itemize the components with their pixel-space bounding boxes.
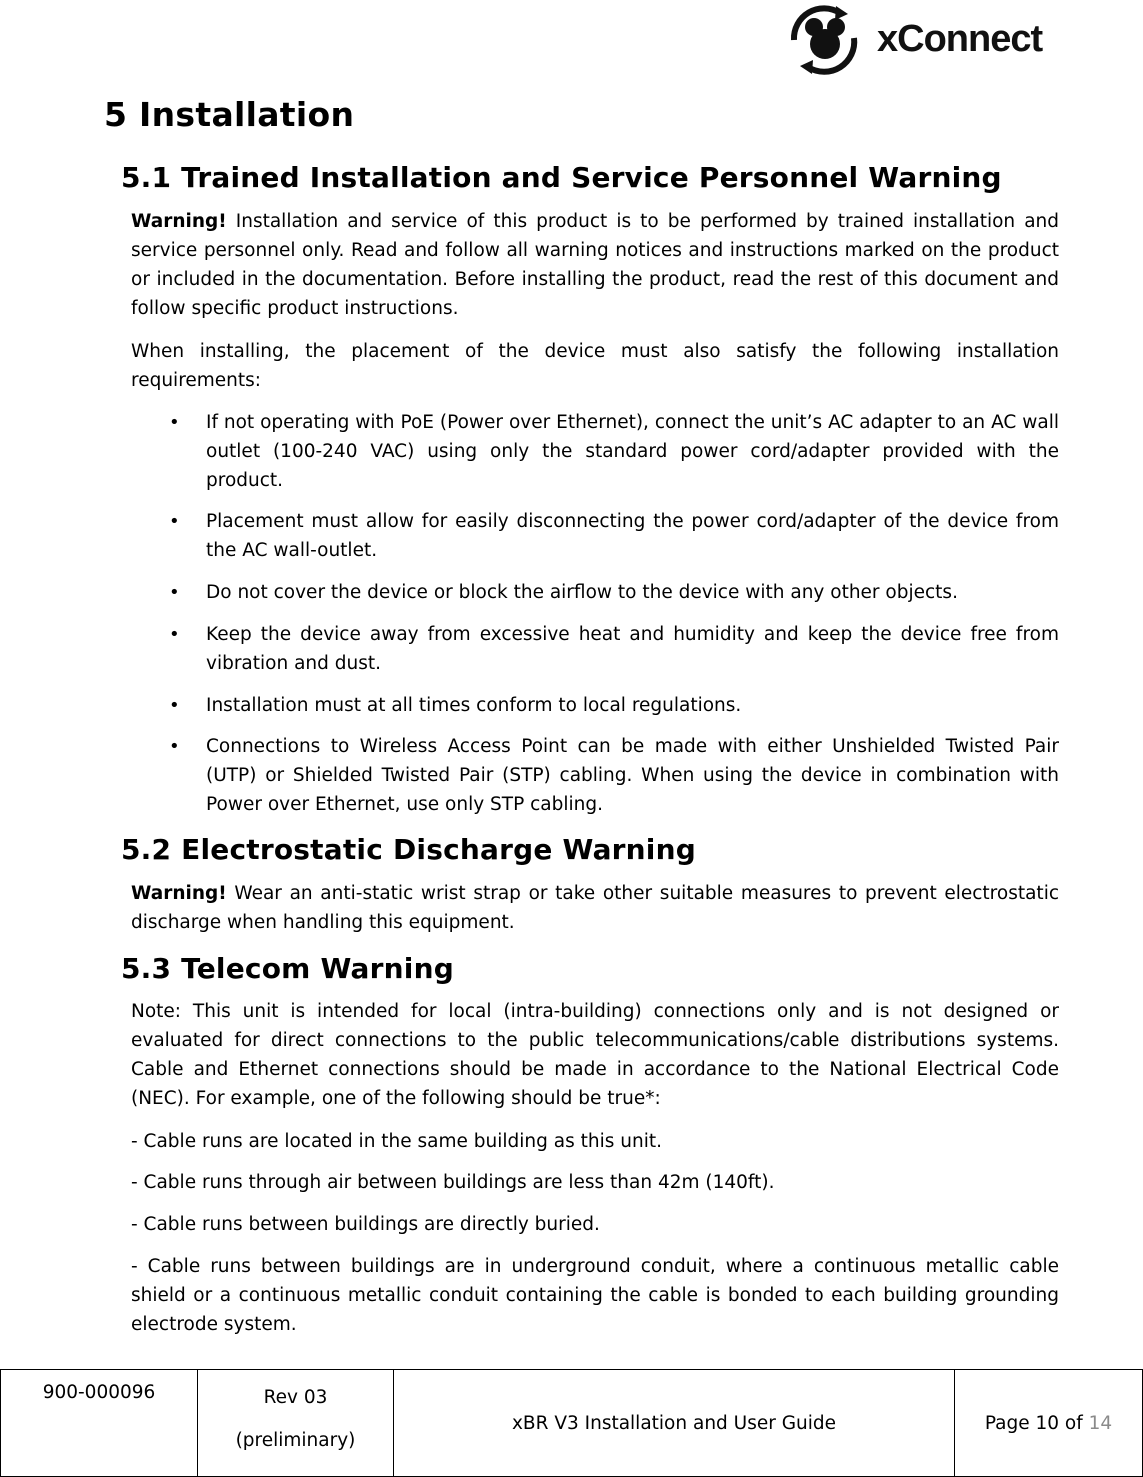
page-footer — [0, 1369, 1143, 1477]
logo-text: xConnect — [877, 18, 1043, 60]
s53-note: Note: This unit is intended for local (intra-building) connections only and is not designed or evaluated for direct connections to the public telecommunications/cable distributions systems. Cable and Ethernet connections should be made in accordance to the National Electrical Code (NEC). For example, one of the following should be true*: — [131, 1001, 1059, 1109]
xconnect-logo — [784, 0, 1056, 78]
logo-graphic — [784, 0, 1056, 78]
cable-condition-3: - Cable runs between buildings are directly buried. — [131, 1214, 600, 1235]
s52-warning-paragraph — [131, 879, 1059, 937]
footer-doc-number-cell — [1, 1370, 198, 1477]
cable-condition-4: - Cable runs between buildings are in underground conduit, where a continuous metallic cable shield or a continuous metallic conduit containing the cable is bonded to each building grounding electrode system. — [131, 1256, 1059, 1335]
cable-condition-2: - Cable runs through air between buildings are less than 42m (140ft). — [131, 1172, 775, 1193]
list-item: • Keep the device away from excessive heat and humidity and keep the device free from vibration and dust. — [169, 624, 1059, 674]
revision-note: (preliminary) — [235, 1430, 356, 1451]
warning-label: Warning! — [131, 883, 227, 904]
footer-rev-cell — [198, 1370, 394, 1477]
doc-number: 900-000096 — [42, 1382, 156, 1403]
page-number: Page 10 of — [984, 1412, 1089, 1434]
warning-text: Installation and service of this product is to be performed by trained installation and service personnel only. Read and follow all warning notices and instructions marked on the product or included in the documentation. Before installing the product, read the rest of this document and follow specific product instructions. — [131, 211, 1059, 319]
warning-text: Wear an anti-static wrist strap or take other suitable measures to prevent electrostatic discharge when handling this equipment. — [131, 883, 1059, 933]
page-total: 14 — [1088, 1412, 1113, 1434]
s51-warning-paragraph — [131, 207, 1059, 323]
list-item: • Placement must allow for easily disconnecting the power cord/adapter of the device from the AC wall-outlet. — [169, 511, 1059, 561]
list-item: • Connections to Wireless Access Point can be made with either Unshielded Twisted Pair (UTP) or Shielded Twisted Pair (STP) cabling. When using the device in combination with Power over Ethernet, use only STP cabling. — [169, 736, 1059, 815]
cable-condition-1: - Cable runs are located in the same building as this unit. — [131, 1131, 662, 1152]
s51-intro: When installing, the placement of the device must also satisfy the following installation requirements: — [131, 341, 1059, 391]
list-item: • Installation must at all times conform to local regulations. — [169, 695, 742, 716]
list-item: • Do not cover the device or block the airflow to the device with any other objects. — [169, 582, 958, 603]
footer-title-cell — [394, 1370, 955, 1477]
heading-5-2: 5.2 Electrostatic Discharge Warning — [121, 833, 696, 866]
footer-page-cell — [955, 1370, 1143, 1477]
heading-5-1: 5.1 Trained Installation and Service Personnel Warning — [121, 161, 1002, 194]
warning-label: Warning! — [131, 211, 227, 232]
list-item: • If not operating with PoE (Power over Ethernet), connect the unit’s AC adapter to an AC wall outlet (100-240 VAC) using only the standard power cord/adapter provided with the product. — [169, 412, 1059, 491]
section-title: 5 Installation — [104, 95, 355, 134]
doc-title: xBR V3 Installation and User Guide — [511, 1412, 837, 1434]
revision: Rev 03 — [263, 1387, 328, 1408]
heading-5-3: 5.3 Telecom Warning — [121, 952, 454, 985]
